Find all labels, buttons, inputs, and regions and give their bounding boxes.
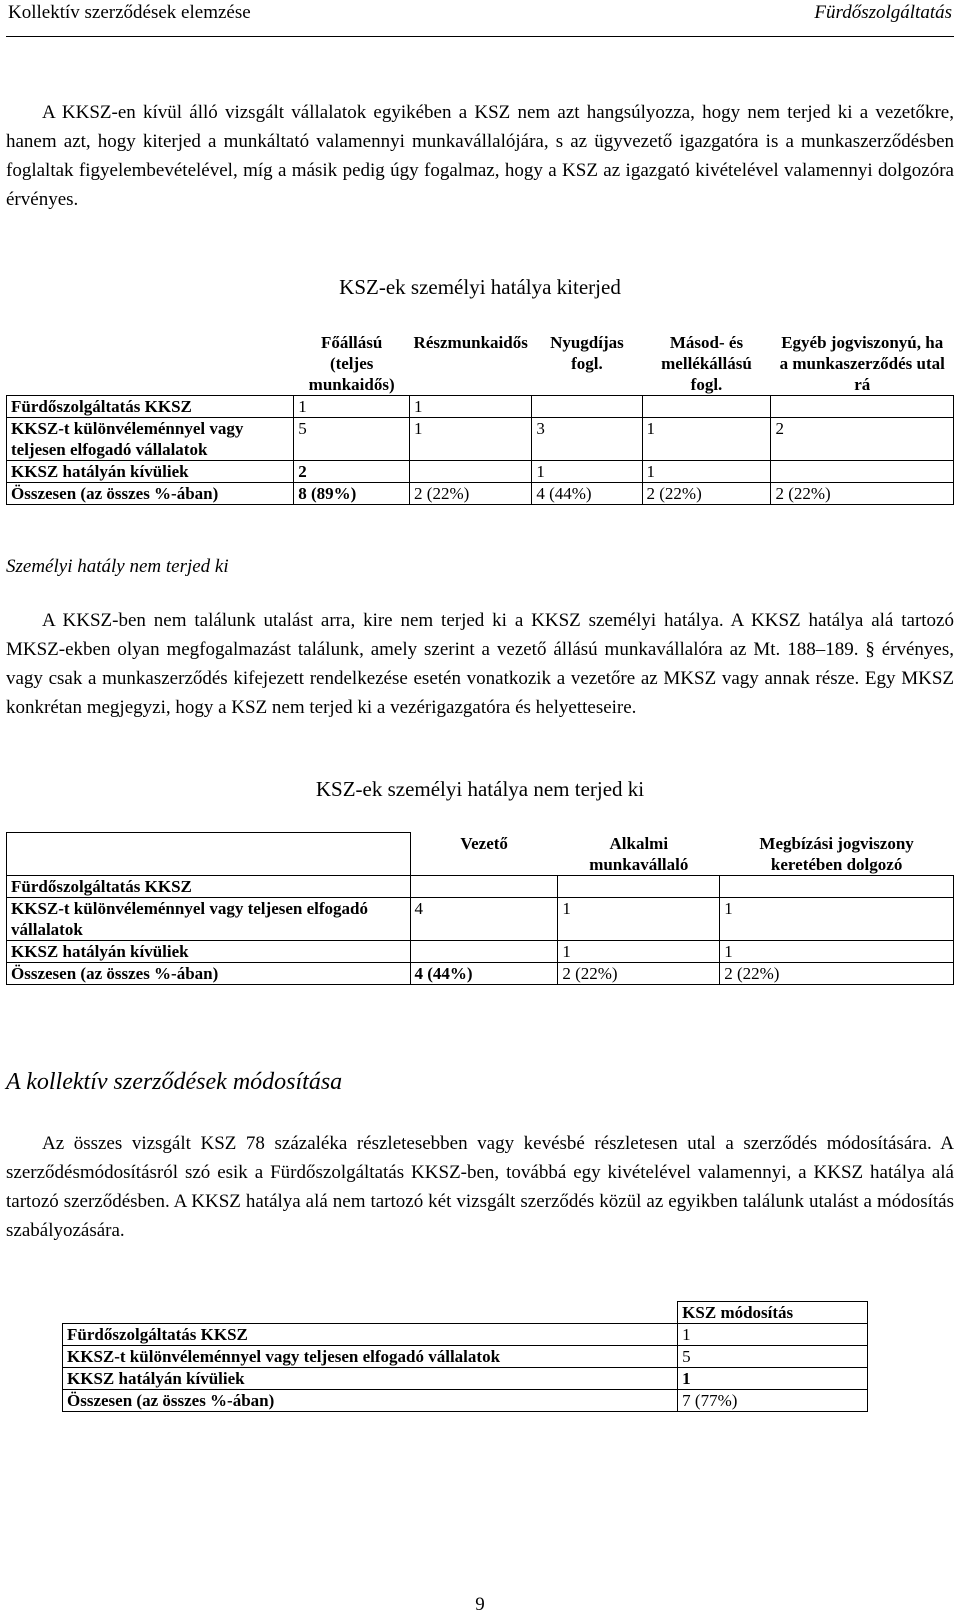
table-header-row <box>7 833 954 876</box>
table-cell <box>720 875 954 897</box>
row-label: KKSZ hatályán kívüliek <box>63 1368 678 1390</box>
col-header: Megbízási jogviszony keretében dolgozó <box>720 833 954 876</box>
paragraph-modification: Az összes vizsgált KSZ 78 százaléka részletesebben vagy kevésbé részletesen utal a szerződés módosítására. A szerződésmódosításról szó esik a Fürdőszolgáltatás KKSZ-ben, továbbá egy kivételével valamennyi, a KKSZ hatálya alá tartozó szerződésben. A KKSZ hatálya alá nem tartozó két vizsgált szerződés közül az egyikben találunk utalást a módosítás szabályozására. <box>6 1133 954 1241</box>
row-label: Fürdőszolgáltatás KKSZ <box>63 1324 678 1346</box>
table-cell: 8 (89%) <box>294 483 410 505</box>
col-header: Alkalmi munkavállaló <box>558 833 720 876</box>
table-row <box>7 875 954 897</box>
section-heading-scope-not-extends: Személyi hatály nem terjed ki <box>6 556 229 577</box>
table-cell: 1 <box>678 1368 868 1390</box>
table-cell: 1 <box>532 461 642 483</box>
header-document-title: Kollektív szerződések elemzése <box>8 2 251 23</box>
table-cell <box>642 396 771 418</box>
col-header: Főállású (teljes munkaidős) <box>294 332 410 396</box>
table-cell: 1 <box>678 1324 868 1346</box>
table-cell: 2 (22%) <box>720 962 954 984</box>
col-header: Egyéb jogviszonyú, ha a munkaszerződés utal rá <box>771 332 954 396</box>
row-label: Fürdőszolgáltatás KKSZ <box>7 396 294 418</box>
col-header: Nyugdíjas fogl. <box>532 332 642 396</box>
table-row <box>63 1368 868 1390</box>
table-cell <box>410 940 558 962</box>
section-heading-modification: A kollektív szerződések módosítása <box>6 1069 343 1095</box>
table-scope-extends <box>6 332 954 505</box>
table-cell: 4 <box>410 897 558 940</box>
table-cell <box>410 875 558 897</box>
table-header-row <box>63 1302 868 1324</box>
row-label: KKSZ-t különvéleménnyel vagy teljesen elfogadó vállalatok <box>7 418 294 461</box>
table-cell: 1 <box>558 940 720 962</box>
table-cell: 1 <box>410 418 532 461</box>
table-modification <box>62 1301 868 1412</box>
table-cell: 5 <box>294 418 410 461</box>
paragraph-scope-not-extends: A KKSZ-ben nem találunk utalást arra, kire nem terjed ki a KKSZ személyi hatálya. A KKSZ hatálya alá tartozó MKSZ-ekben olyan megfogalmazást találunk, amely szerint a vezető állású munkavállalóra az Mt. 188–189. § érvényes, vagy csak a munkaszerződés kifejezett rendelkezése esetén vonatkozik a vezetőre az MKSZ vagy annak része. Egy MKSZ konkrétan megjegyzi, hogy a KSZ nem terjed ki a vezérigazgatóra és helyetteseire. <box>6 610 954 718</box>
header-divider <box>6 36 954 37</box>
table-scope-not-extends <box>6 832 954 985</box>
table-row <box>7 396 954 418</box>
col-header: Másod- és mellékállású fogl. <box>642 332 771 396</box>
table-cell: 4 (44%) <box>410 962 558 984</box>
row-label: KKSZ hatályán kívüliek <box>7 940 411 962</box>
table-row <box>63 1390 868 1412</box>
col-header: KSZ módosítás <box>678 1302 868 1324</box>
table-cell: 2 (22%) <box>410 483 532 505</box>
table-cell <box>771 461 954 483</box>
table-row <box>7 940 954 962</box>
table-cell: 4 (44%) <box>532 483 642 505</box>
table-cell <box>532 396 642 418</box>
table-cell: 3 <box>532 418 642 461</box>
page-number: 9 <box>475 1594 485 1615</box>
table-cell: 1 <box>558 897 720 940</box>
table-cell: 1 <box>642 418 771 461</box>
table-cell <box>558 875 720 897</box>
table-cell: 1 <box>294 396 410 418</box>
table-row <box>7 483 954 505</box>
table-cell: 2 <box>294 461 410 483</box>
col-header: Vezető <box>410 833 558 876</box>
table1-title: KSZ-ek személyi hatálya kiterjed <box>339 275 621 299</box>
table-row <box>7 962 954 984</box>
paragraph-intro: A KKSZ-en kívül álló vizsgált vállalatok egyikében a KSZ nem azt hangsúlyozza, hogy nem terjed ki a vezetőkre, hanem azt, hogy kiterjed a munkáltató valamennyi munkavállalójára, s az ügyvezető igazgatóra is a munkaszerződésben foglaltak figyelembevételével, míg a másik pedig úgy fogalmaz, hogy a KSZ az igazgató kivételével valamennyi dolgozóra érvényes. <box>6 102 954 210</box>
table-row <box>7 461 954 483</box>
table-cell: 2 (22%) <box>558 962 720 984</box>
table-row <box>7 897 954 940</box>
table2-title: KSZ-ek személyi hatálya nem terjed ki <box>315 777 645 801</box>
col-header: Részmunkaidős <box>410 332 532 396</box>
table-row <box>63 1346 868 1368</box>
row-label: KKSZ-t különvéleménnyel vagy teljesen elfogadó vállalatok <box>7 897 411 940</box>
table-cell: 7 (77%) <box>678 1390 868 1412</box>
table-cell: 1 <box>642 461 771 483</box>
table-cell: 2 (22%) <box>642 483 771 505</box>
table-header-row <box>7 332 954 396</box>
table-cell: 1 <box>720 897 954 940</box>
table-row <box>63 1324 868 1346</box>
table-cell: 1 <box>720 940 954 962</box>
row-label: KKSZ-t különvéleménnyel vagy teljesen elfogadó vállalatok <box>63 1346 678 1368</box>
row-label: Összesen (az összes %-ában) <box>63 1390 678 1412</box>
row-label: Fürdőszolgáltatás KKSZ <box>7 875 411 897</box>
header-section-title: Fürdőszolgáltatás <box>814 2 952 23</box>
table-cell: 2 (22%) <box>771 483 954 505</box>
table-cell <box>771 396 954 418</box>
table-row <box>7 418 954 461</box>
row-label: Összesen (az összes %-ában) <box>7 483 294 505</box>
table-cell <box>410 461 532 483</box>
table-cell: 5 <box>678 1346 868 1368</box>
table-cell: 1 <box>410 396 532 418</box>
table-cell: 2 <box>771 418 954 461</box>
row-label: KKSZ hatályán kívüliek <box>7 461 294 483</box>
row-label: Összesen (az összes %-ában) <box>7 962 411 984</box>
